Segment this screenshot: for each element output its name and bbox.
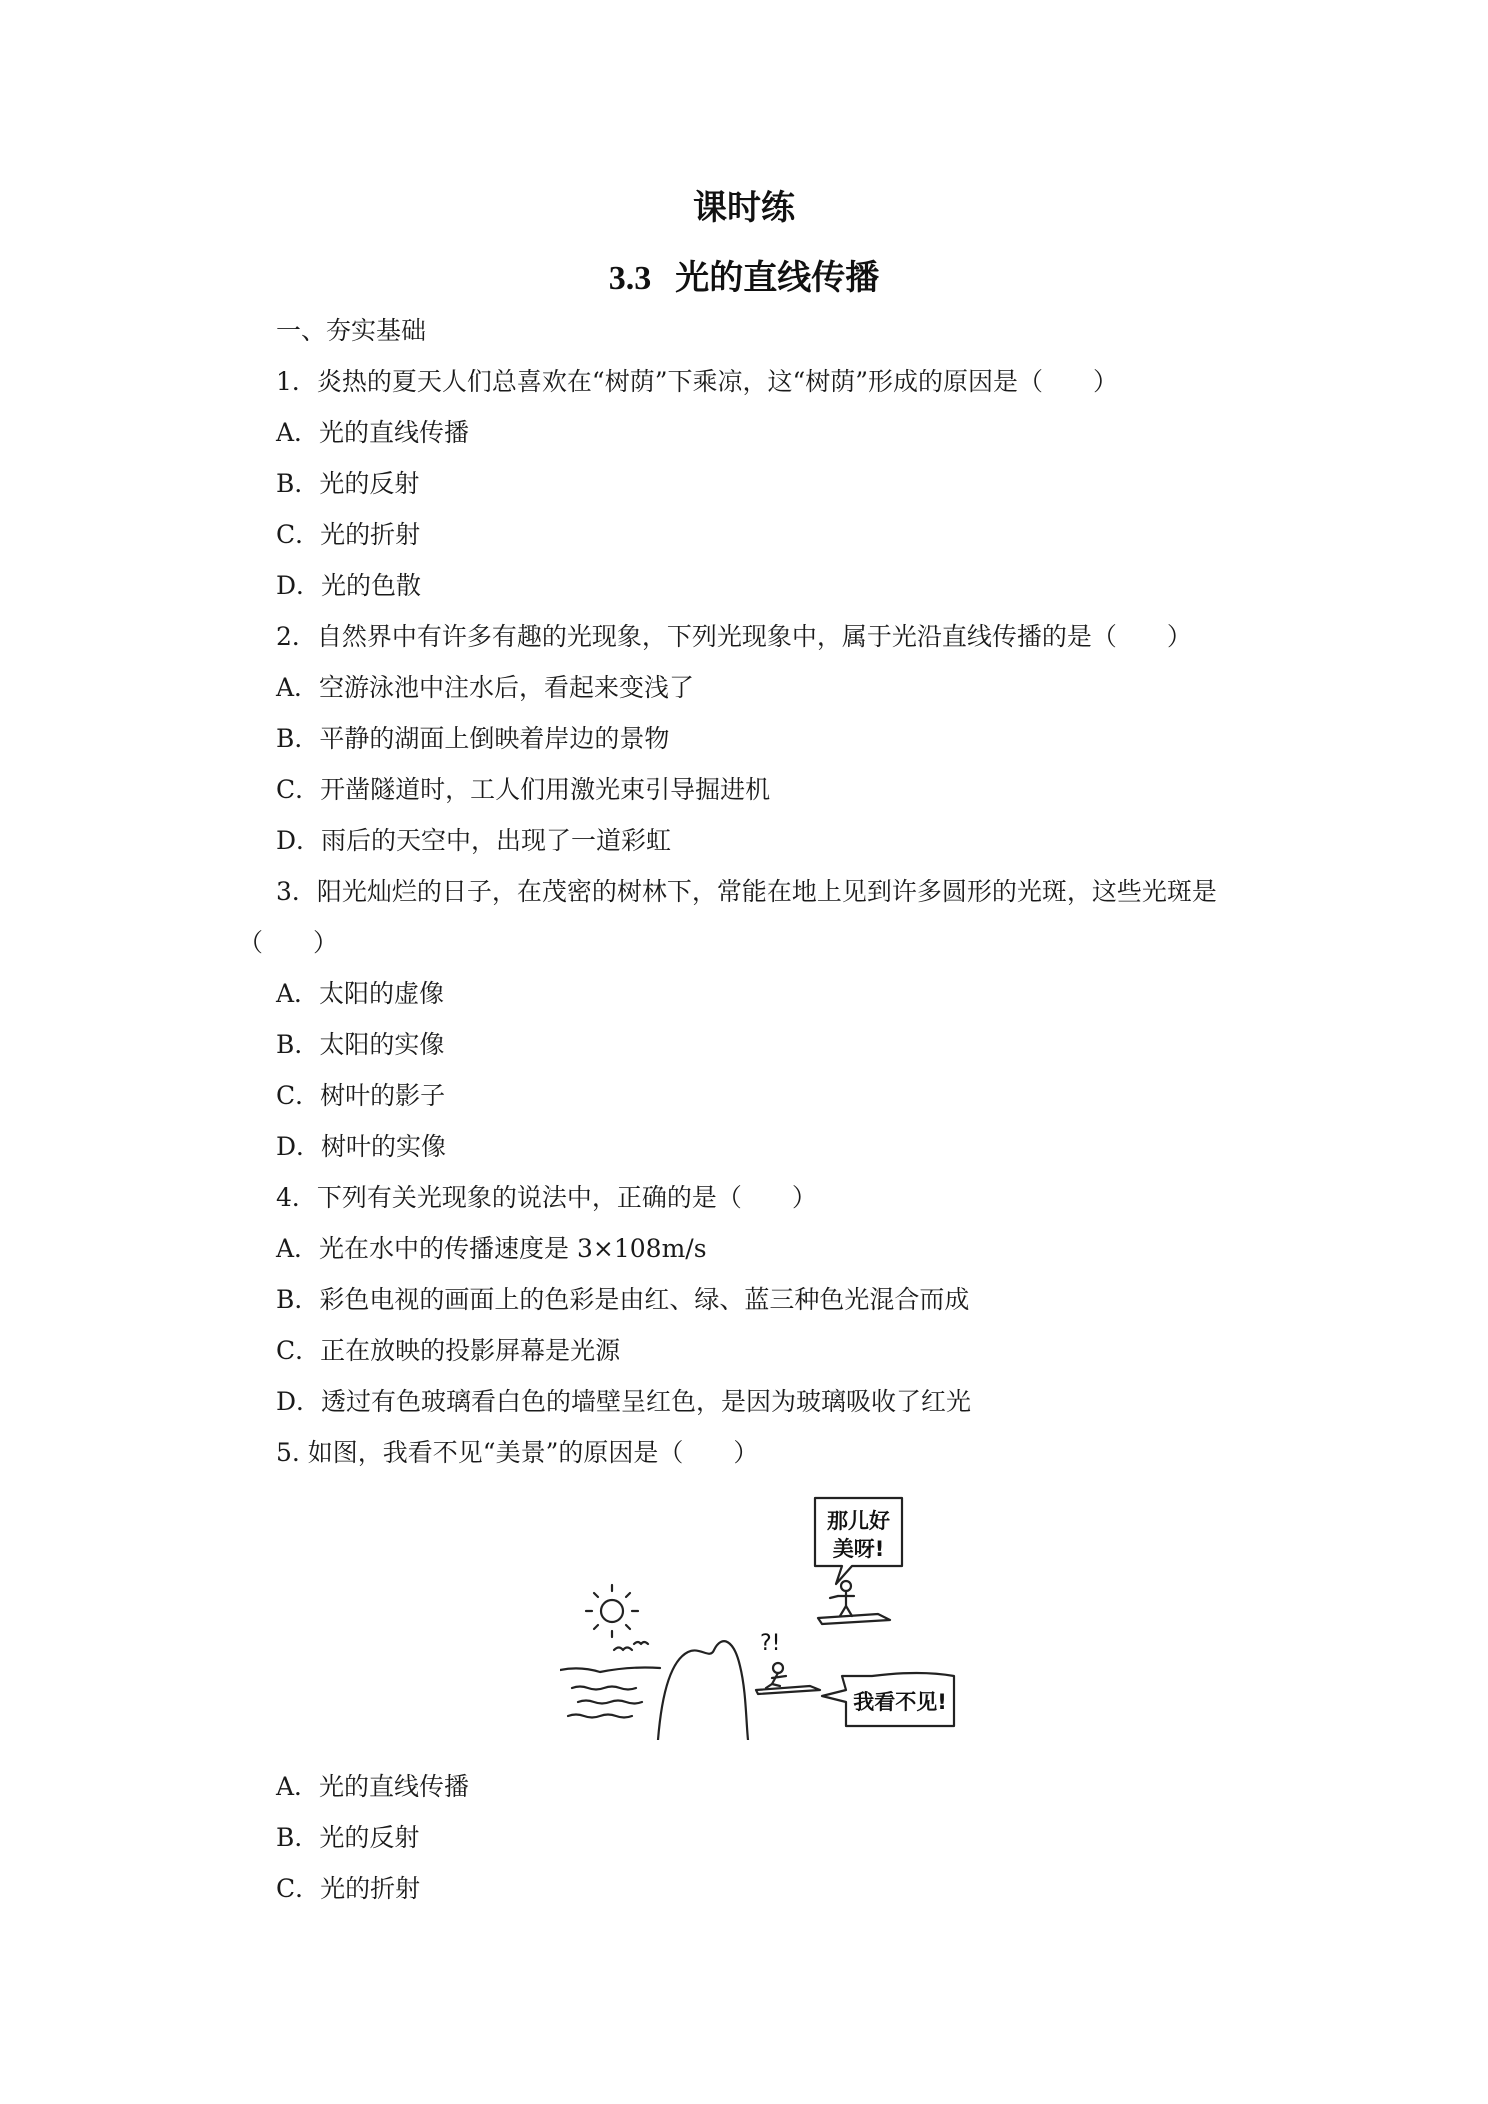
bird-icon <box>634 1642 648 1644</box>
section-heading: 一、夯实基础 <box>276 316 427 345</box>
question-4-option-d: D．透过有色玻璃看白色的墙壁呈红色，是因为玻璃吸收了红光 <box>276 1387 972 1416</box>
question-2-option-a: A．空游泳池中注水后，看起来变浅了 <box>276 673 695 702</box>
speech-bubble-top-line1: 那儿好 <box>827 1509 890 1533</box>
upper-platform-icon <box>818 1614 890 1624</box>
question-1-option-c: C．光的折射 <box>276 520 421 549</box>
lower-person-icon <box>766 1663 786 1688</box>
page-title: 课时练 <box>693 188 795 228</box>
sun-rays-icon <box>586 1585 638 1637</box>
lesson-name: 光的直线传播 <box>675 258 880 298</box>
question-2-stem: 2．自然界中有许多有趣的光现象，下列光现象中，属于光沿直线传播的是（ ） <box>276 622 1192 651</box>
water-wave-icon <box>568 1715 632 1718</box>
question-1-option-d: D．光的色散 <box>276 571 422 600</box>
question-3-option-d: D．树叶的实像 <box>276 1132 447 1161</box>
question-4-option-c: C．正在放映的投影屏幕是光源 <box>276 1336 621 1365</box>
question-4-stem: 4．下列有关光现象的说法中，正确的是（ ） <box>276 1183 817 1212</box>
water-wave-icon <box>578 1701 642 1704</box>
question-marks: ?! <box>760 1631 781 1656</box>
question-1-option-b: B．光的反射 <box>276 469 420 498</box>
lesson-heading <box>0 250 1488 299</box>
question-2-option-c: C．开凿隧道时，工人们用激光束引导掘进机 <box>276 775 771 804</box>
question-5-stem: 5. 如图，我看不见“美景”的原因是（ ） <box>276 1438 759 1467</box>
question-4-option-a: A．光在水中的传播速度是 3×108m/s <box>276 1234 707 1263</box>
question-1-option-a: A．光的直线传播 <box>276 418 470 447</box>
question-3-stem-continuation: （ ） <box>238 928 339 957</box>
lesson-number: 3.3 <box>608 260 652 297</box>
question-5-option-b: B．光的反射 <box>276 1823 420 1852</box>
question-3-stem: 3．阳光灿烂的日子，在茂密的树林下，常能在地上见到许多圆形的光斑，这些光斑是 <box>276 877 1217 906</box>
question-3-option-c: C．树叶的影子 <box>276 1081 446 1110</box>
question-5-option-c: C．光的折射 <box>276 1874 421 1903</box>
hill-icon <box>658 1641 748 1740</box>
question-2-option-b: B．平静的湖面上倒映着岸边的景物 <box>276 724 670 753</box>
question-4-option-b: B．彩色电视的画面上的色彩是由红、绿、蓝三种色光混合而成 <box>276 1285 970 1314</box>
shoreline-icon <box>560 1668 660 1673</box>
question-3-option-a: A．太阳的虚像 <box>276 979 445 1008</box>
bird-icon <box>614 1648 632 1651</box>
question-2-option-d: D．雨后的天空中，出现了一道彩虹 <box>276 826 672 855</box>
question-1-stem: 1．炎热的夏天人们总喜欢在“树荫”下乘凉，这“树荫”形成的原因是（ ） <box>276 367 1119 396</box>
question-3-option-b: B．太阳的实像 <box>276 1030 445 1059</box>
speech-bubble-bottom-text: 我看不见! <box>853 1690 947 1714</box>
question-5-figure <box>560 1490 980 1740</box>
water-wave-icon <box>572 1687 636 1690</box>
sun-icon <box>601 1600 623 1622</box>
question-5-option-a: A．光的直线传播 <box>276 1772 470 1801</box>
upper-person-icon <box>830 1581 854 1616</box>
speech-bubble-top-line2: 美呀! <box>832 1537 885 1561</box>
